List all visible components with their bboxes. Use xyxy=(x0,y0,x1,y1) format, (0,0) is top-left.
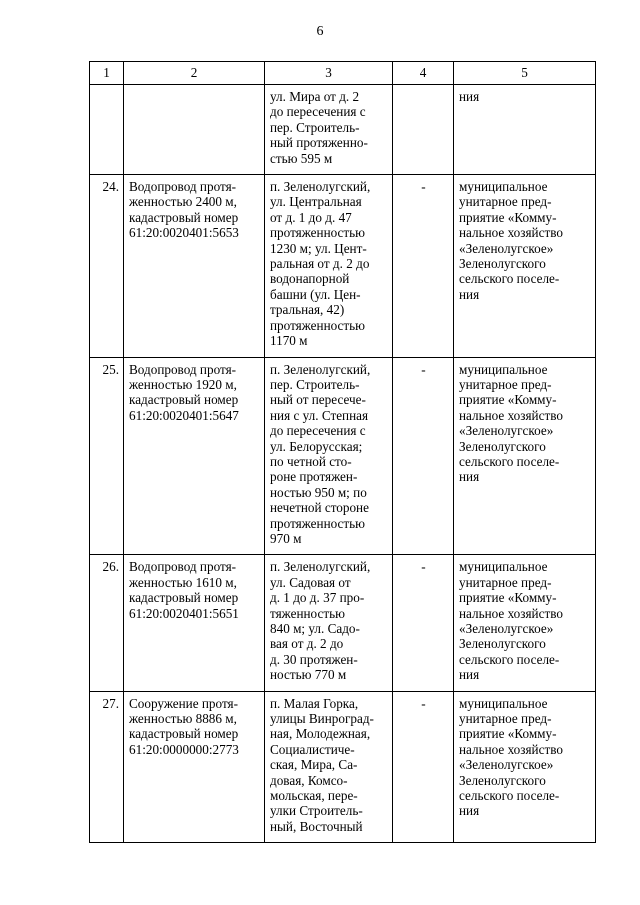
rights-holder-line: сельского поселе- xyxy=(459,271,560,287)
rights-holder-line: Зеленолугского xyxy=(459,256,546,272)
rights-holder-line: муниципальное xyxy=(459,179,548,195)
column-4-value xyxy=(393,85,454,175)
rights-holder-line: Зеленолугского xyxy=(459,772,546,788)
object-location-line: водонапорной xyxy=(270,271,350,287)
object-location xyxy=(265,85,393,175)
object-location-line: пер. Строитель- xyxy=(270,376,360,392)
column-4-value: - xyxy=(393,175,454,357)
table-row xyxy=(90,691,596,843)
object-name-line: 61:20:0020401:5651 xyxy=(129,605,239,621)
object-name-line: кадастровый номер xyxy=(129,392,239,408)
rights-holder-line: приятие «Комму- xyxy=(459,590,557,606)
object-location-line: Социалистиче- xyxy=(270,741,355,757)
object-location-line: улицы Винроград- xyxy=(270,711,374,727)
object-location-line: нечетной стороне xyxy=(270,500,369,516)
object-location-line: д. 30 протяжен- xyxy=(270,651,358,667)
object-location-line: от д. 1 до д. 47 xyxy=(270,209,352,225)
object-name-line: женностью 1610 м, xyxy=(129,574,237,590)
object-location-line: протяженностью xyxy=(270,515,366,531)
rights-holder-line: нальное хозяйство xyxy=(459,605,563,621)
table-body xyxy=(90,85,596,843)
table-row xyxy=(90,357,596,555)
object-name xyxy=(124,555,265,691)
rights-holder-line: муниципальное xyxy=(459,559,548,575)
object-location-line: ул. Центральная xyxy=(270,194,362,210)
table-row xyxy=(90,85,596,175)
rights-holder-line: унитарное пред- xyxy=(459,376,552,392)
rights-holder-line: приятие «Комму- xyxy=(459,392,557,408)
object-location xyxy=(265,357,393,555)
column-4-value: - xyxy=(393,357,454,555)
row-number: 26. xyxy=(90,555,124,691)
object-location-line: протяженностью xyxy=(270,317,366,333)
object-location-line: п. Зеленолугский, xyxy=(270,559,371,575)
object-name-line: 61:20:0020401:5647 xyxy=(129,407,239,423)
object-location-line: пер. Строитель- xyxy=(270,119,360,135)
object-location-line: ния с ул. Степная xyxy=(270,407,369,423)
rights-holder-line: сельского поселе- xyxy=(459,453,560,469)
object-location-line: ул. Садовая от xyxy=(270,574,351,590)
header-cell-5: 5 xyxy=(454,62,596,85)
object-name-line: Сооружение протя- xyxy=(129,695,238,711)
object-name-line: женностью 8886 м, xyxy=(129,711,237,727)
object-name-line: 61:20:0020401:5653 xyxy=(129,225,239,241)
rights-holder-line: муниципальное xyxy=(459,361,548,377)
rights-holder xyxy=(454,85,596,175)
object-name-line: Водопровод протя- xyxy=(129,559,237,575)
rights-holder-line: нальное хозяйство xyxy=(459,741,563,757)
object-location-line: мольская, пере- xyxy=(270,788,358,804)
rights-holder-line: сельского поселе- xyxy=(459,651,560,667)
rights-holder xyxy=(454,555,596,691)
header-cell-4: 4 xyxy=(393,62,454,85)
object-name-line: 61:20:0000000:2773 xyxy=(129,741,239,757)
object-name xyxy=(124,175,265,357)
rights-holder-line: нальное хозяйство xyxy=(459,225,563,241)
object-location-line: ная, Молодежная, xyxy=(270,726,371,742)
object-location-line: п. Зеленолугский, xyxy=(270,361,371,377)
row-number: 24. xyxy=(90,175,124,357)
object-location-line: тяженностью xyxy=(270,605,345,621)
table-row xyxy=(90,555,596,691)
object-location-line: ный от пересече- xyxy=(270,392,366,408)
rights-holder-line: нальное хозяйство xyxy=(459,407,563,423)
object-location-line: 970 м xyxy=(270,530,302,546)
header-cell-1: 1 xyxy=(90,62,124,85)
object-location-line: д. 1 до д. 37 про- xyxy=(270,590,365,606)
object-location-line: п. Малая Горка, xyxy=(270,695,359,711)
object-name-line: кадастровый номер xyxy=(129,209,239,225)
page-number: 6 xyxy=(316,24,324,39)
object-location-line: башни (ул. Цен- xyxy=(270,286,361,302)
object-location-line: п. Зеленолугский, xyxy=(270,179,371,195)
registry-table xyxy=(89,61,596,843)
header-cell-2: 2 xyxy=(124,62,265,85)
table-row xyxy=(90,175,596,357)
object-location-line: ностью 770 м xyxy=(270,667,347,683)
object-location-line: улки Строитель- xyxy=(270,803,363,819)
object-location-line: вая от д. 2 до xyxy=(270,636,344,652)
object-location-line: 840 м; ул. Садо- xyxy=(270,621,360,636)
rights-holder-line: сельского поселе- xyxy=(459,788,560,804)
header-cell-3: 3 xyxy=(265,62,393,85)
rights-holder-line: ния xyxy=(459,89,480,104)
object-location-line: 1170 м xyxy=(270,333,308,349)
rights-holder-line: муниципальное xyxy=(459,695,548,711)
object-location-line: тральная, 42) xyxy=(270,302,345,318)
header-row xyxy=(90,62,596,85)
object-name-line: кадастровый номер xyxy=(129,726,239,742)
object-name xyxy=(124,85,265,175)
rights-holder xyxy=(454,357,596,555)
rights-holder-line: ния xyxy=(459,803,480,819)
rights-holder-line: Зеленолугского xyxy=(459,636,546,652)
object-location-line: по четной сто- xyxy=(270,453,352,469)
row-number xyxy=(90,85,124,175)
object-location-line: стью 595 м xyxy=(270,150,333,166)
object-location-line: ральная от д. 2 до xyxy=(270,256,370,272)
object-location-line: до пересечения с xyxy=(270,104,366,120)
object-location xyxy=(265,691,393,843)
rights-holder-line: унитарное пред- xyxy=(459,574,552,590)
object-location-line: ул. Мира от д. 2 xyxy=(270,89,360,104)
rights-holder xyxy=(454,175,596,357)
row-number: 25. xyxy=(90,357,124,555)
rights-holder-line: унитарное пред- xyxy=(459,711,552,727)
rights-holder-line: «Зеленолугское» xyxy=(459,621,554,636)
object-location-line: до пересечения с xyxy=(270,423,366,439)
object-name-line: Водопровод протя- xyxy=(129,179,237,195)
object-location-line: 1230 м; ул. Цент- xyxy=(270,240,367,256)
rights-holder-line: приятие «Комму- xyxy=(459,726,557,742)
object-location-line: протяженностью xyxy=(270,225,366,241)
object-location xyxy=(265,175,393,357)
rights-holder-line: приятие «Комму- xyxy=(459,209,557,225)
object-name-line: женностью 2400 м, xyxy=(129,194,237,210)
column-4-value: - xyxy=(393,691,454,843)
object-name xyxy=(124,691,265,843)
rights-holder-line: ния xyxy=(459,286,480,302)
object-location-line: довая, Комсо- xyxy=(270,772,348,788)
object-location-line: ская, Мира, Са- xyxy=(270,757,358,773)
row-number: 27. xyxy=(90,691,124,843)
object-name xyxy=(124,357,265,555)
object-name-line: кадастровый номер xyxy=(129,590,239,606)
object-location xyxy=(265,555,393,691)
object-name-line: Водопровод протя- xyxy=(129,361,237,377)
rights-holder-line: унитарное пред- xyxy=(459,194,552,210)
rights-holder xyxy=(454,691,596,843)
rights-holder-line: «Зеленолугское» xyxy=(459,240,554,256)
column-4-value: - xyxy=(393,555,454,691)
object-location-line: ностью 950 м; по xyxy=(270,484,367,500)
object-location-line: ный, Восточный xyxy=(270,818,363,834)
rights-holder-line: «Зеленолугское» xyxy=(459,423,554,439)
object-name-line: женностью 1920 м, xyxy=(129,376,237,392)
object-location-line: роне протяжен- xyxy=(270,469,358,485)
rights-holder-line: «Зеленолугское» xyxy=(459,757,554,773)
rights-holder-line: ния xyxy=(459,469,480,485)
object-location-line: ный протяженно- xyxy=(270,135,368,151)
object-location-line: ул. Белорусская; xyxy=(270,438,363,454)
rights-holder-line: Зеленолугского xyxy=(459,438,546,454)
rights-holder-line: ния xyxy=(459,667,480,683)
